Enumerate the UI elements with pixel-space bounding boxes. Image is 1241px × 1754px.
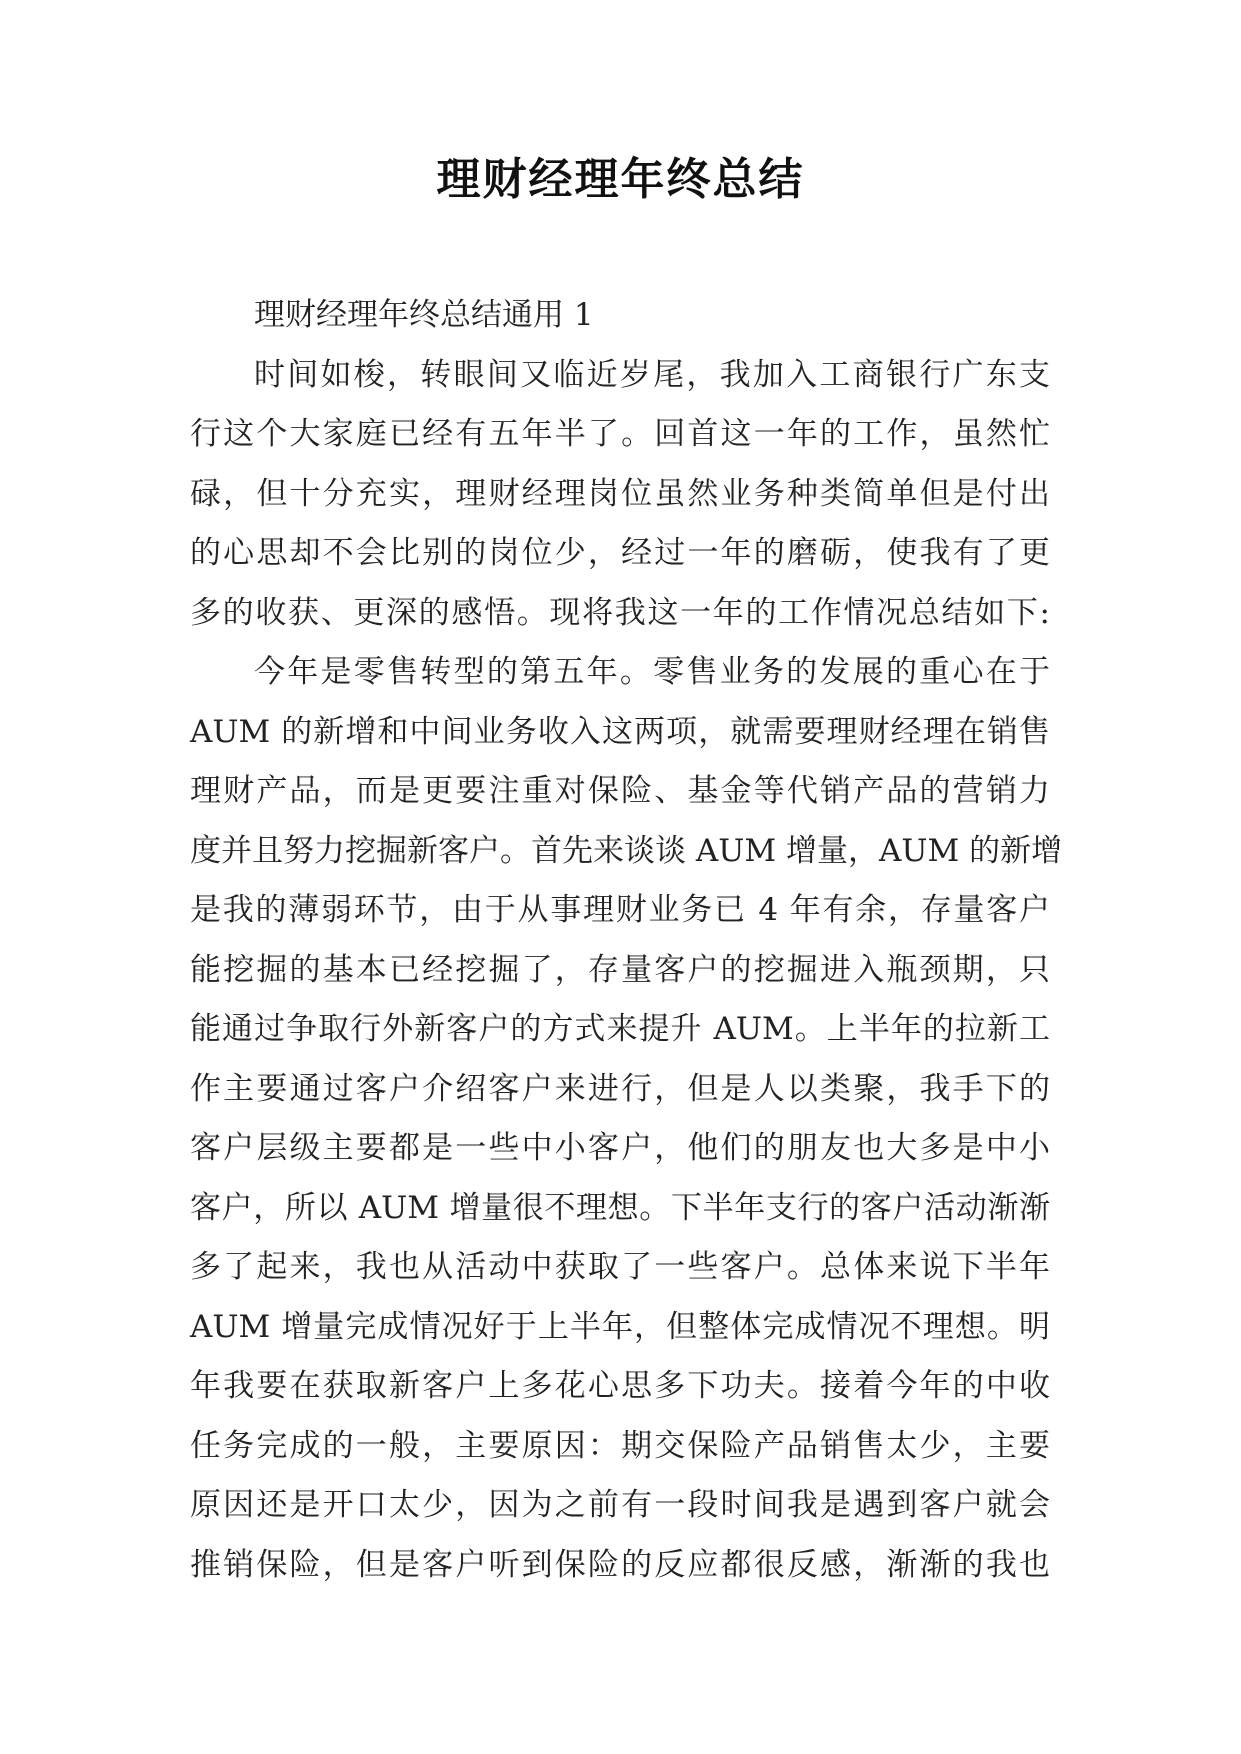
paragraph-line: 行这个大家庭已经有五年半了。回首这一年的工作，虽然忙 — [190, 416, 1050, 452]
paragraph-line: 推销保险，但是客户听到保险的反应都很反感，渐渐的我也 — [190, 1546, 1050, 1583]
paragraph-line: 客户，所以 AUM 增量很不理想。下半年支行的客户活动渐渐 — [190, 1189, 1050, 1226]
document-title: 理财经理年终总结 — [436, 154, 805, 205]
paragraph-line: 多的收获、更深的感悟。现将我这一年的工作情况总结如下: — [190, 594, 1050, 631]
paragraph-line: 碌，但十分充实，理财经理岗位虽然业务种类简单但是付出 — [190, 475, 1050, 512]
paragraph-line: 年我要在获取新客户上多花心思多下功夫。接着今年的中收 — [190, 1368, 1050, 1404]
paragraph-line: 的心思却不会比别的岗位少，经过一年的磨砺，使我有了更 — [190, 535, 1050, 571]
paragraph-line: 客户层级主要都是一些中小客户，他们的朋友也大多是中小 — [190, 1130, 1050, 1166]
paragraph-line: 作主要通过客户介绍客户来进行，但是人以类聚，我手下的 — [190, 1070, 1050, 1107]
paragraph-line: 时间如梭，转眼间又临近岁尾，我加入工商银行广东支 — [254, 356, 1050, 393]
paragraph-line: 今年是零售转型的第五年。零售业务的发展的重心在于 — [254, 654, 1050, 690]
paragraph-line: 是我的薄弱环节，由于从事理财业务已 4 年有余，存量客户 — [190, 892, 1050, 928]
document-body — [190, 286, 1063, 1595]
paragraph-line: 理财产品，而是更要注重对保险、基金等代销产品的营销力 — [190, 773, 1050, 809]
paragraph-line: 度并且努力挖掘新客户。首先来谈谈 AUM 增量，AUM 的新增 — [190, 832, 1063, 869]
paragraph-line: 原因还是开口太少，因为之前有一段时间我是遇到客户就会 — [190, 1487, 1050, 1523]
paragraph-line: 能通过争取行外新客户的方式来提升 AUM。上半年的拉新工 — [190, 1011, 1050, 1047]
paragraph-line: AUM 的新增和中间业务收入这两项，就需要理财经理在销售 — [190, 713, 1050, 750]
paragraph-line: AUM 增量完成情况好于上半年，但整体完成情况不理想。明 — [190, 1308, 1050, 1345]
paragraph-line: 任务完成的一般，主要原因：期交保险产品销售太少，主要 — [190, 1427, 1050, 1464]
paragraph-line: 多了起来，我也从活动中获取了一些客户。总体来说下半年 — [190, 1249, 1050, 1285]
paragraph-line: 能挖掘的基本已经挖掘了，存量客户的挖掘进入瓶颈期，只 — [190, 951, 1050, 988]
section-heading: 理财经理年终总结通用 1 — [254, 297, 594, 333]
